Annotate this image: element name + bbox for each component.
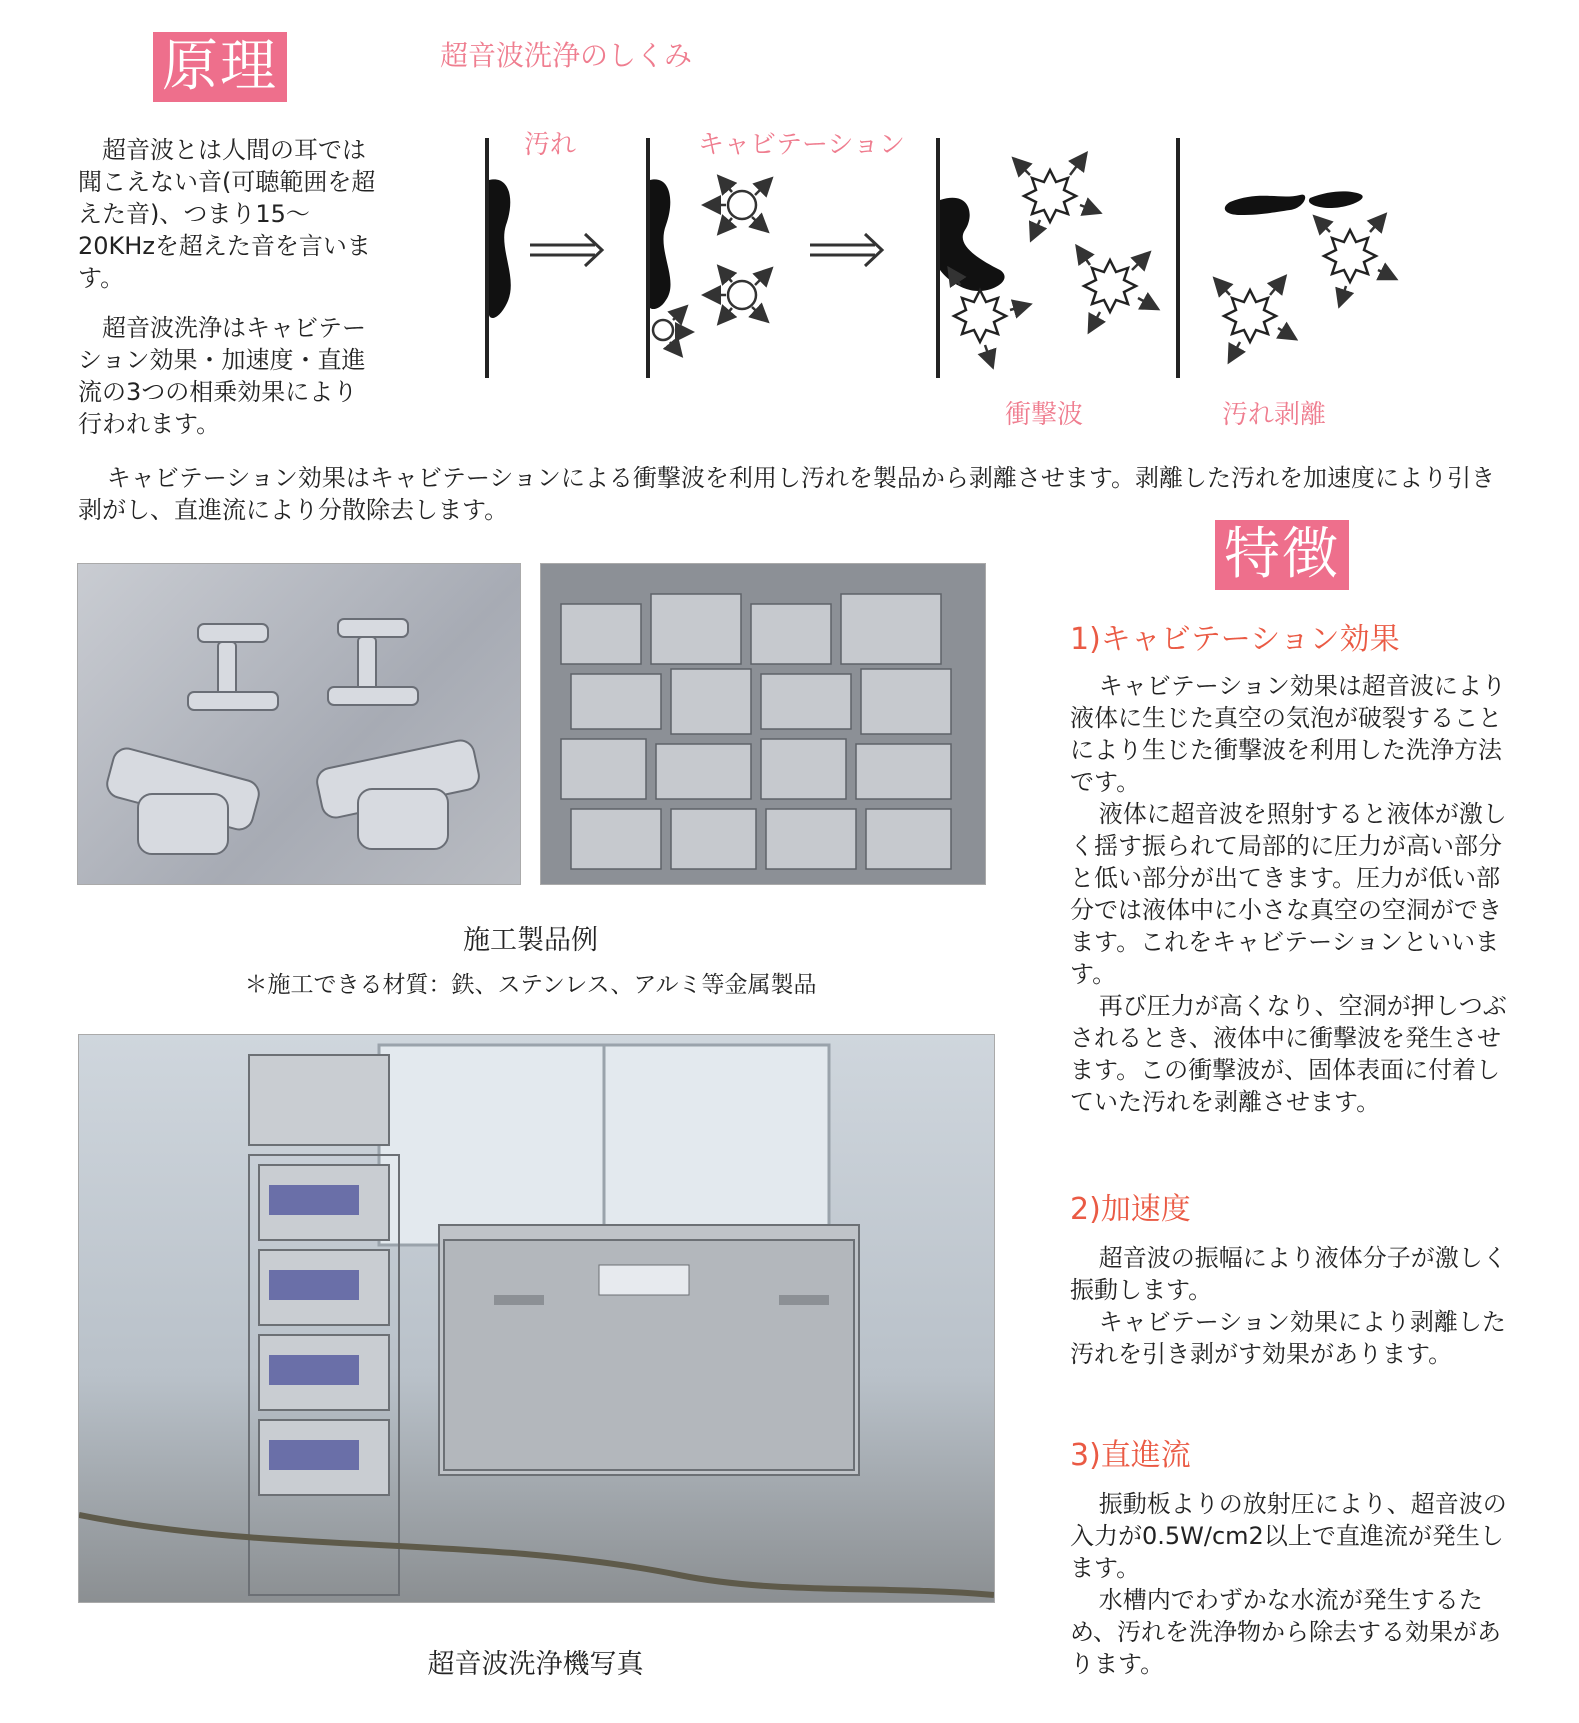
product-photo-valves: [77, 563, 521, 885]
feature-heading: 2)加速度: [1070, 1192, 1191, 1227]
cavitation-diagram: [470, 120, 1430, 440]
machine-caption: 超音波洗浄機写真: [427, 1649, 644, 1680]
intro-paragraph-2: 超音波洗浄はキャビテーション効果・加速度・直進流の3つの相乗効果により行われます。: [78, 314, 366, 438]
principle-intro: [78, 134, 378, 440]
products-caption: 施工製品例: [463, 925, 598, 956]
principle-badge: 原理: [153, 32, 287, 102]
feature-paragraph: 超音波の振幅により液体分子が激しく振動します。: [1070, 1244, 1507, 1304]
label-cavitation: キャビテーション: [698, 130, 905, 160]
feature-acceleration: [1070, 1190, 1510, 1370]
feature-cavitation: [1070, 620, 1510, 1118]
feature-heading: 3)直進流: [1070, 1438, 1191, 1473]
feature-heading: 1)キャビテーション効果: [1070, 622, 1400, 657]
feature-paragraph: 振動板よりの放射圧により、超音波の入力が0.5W/cm2以上で直進流が発生します。: [1070, 1490, 1507, 1582]
products-note: ＊施工できる材質：鉄、ステンレス、アルミ等金属製品: [244, 972, 817, 998]
feature-paragraph: 液体に超音波を照射すると液体が激しく揺す振られて局部的に圧力が高い部分と低い部分が出てきます。圧力が低い部分では液体中に小さな真空の空洞ができます。これをキャビテーションといいます。: [1070, 800, 1507, 988]
feature-paragraph: 水槽内でわずかな水流が発生するため、汚れを洗浄物から除去する効果があります。: [1070, 1586, 1502, 1678]
feature-paragraph: 再び圧力が高くなり、空洞が押しつぶされるとき、液体中に衝撃波を発生させます。この衝撃波が、固体表面に付着していた汚れを剥離させます。: [1070, 992, 1507, 1116]
product-photo-plates: [540, 563, 986, 885]
principle-summary: キャビテーション効果はキャビテーションによる衝撃波を利用し汚れを製品から剥離させます。剥離した汚れを加速度により引き剥がし、直進流により分散除去します。: [78, 464, 1495, 524]
label-dirt: 汚れ: [524, 130, 577, 160]
features-badge: 特徴: [1215, 520, 1349, 590]
feature-paragraph: キャビテーション効果は超音波により液体に生じた真空の気泡が破裂することにより生じた衝撃波を利用した洗浄方法です。: [1070, 672, 1506, 796]
machine-photo: [78, 1034, 995, 1603]
feature-paragraph: キャビテーション効果により剥離した汚れを引き剥がす効果があります。: [1070, 1308, 1506, 1368]
label-shockwave: 衝撃波: [1005, 400, 1084, 430]
diagram-title: 超音波洗浄のしくみ: [440, 39, 693, 72]
feature-straight-flow: [1070, 1436, 1510, 1680]
label-peeling: 汚れ剥離: [1222, 400, 1327, 430]
features-column: [1070, 620, 1510, 1678]
intro-paragraph-1: 超音波とは人間の耳では聞こえない音(可聴範囲を超えた音)、つまり15～20KHzを超えた音を言います。: [78, 136, 376, 292]
